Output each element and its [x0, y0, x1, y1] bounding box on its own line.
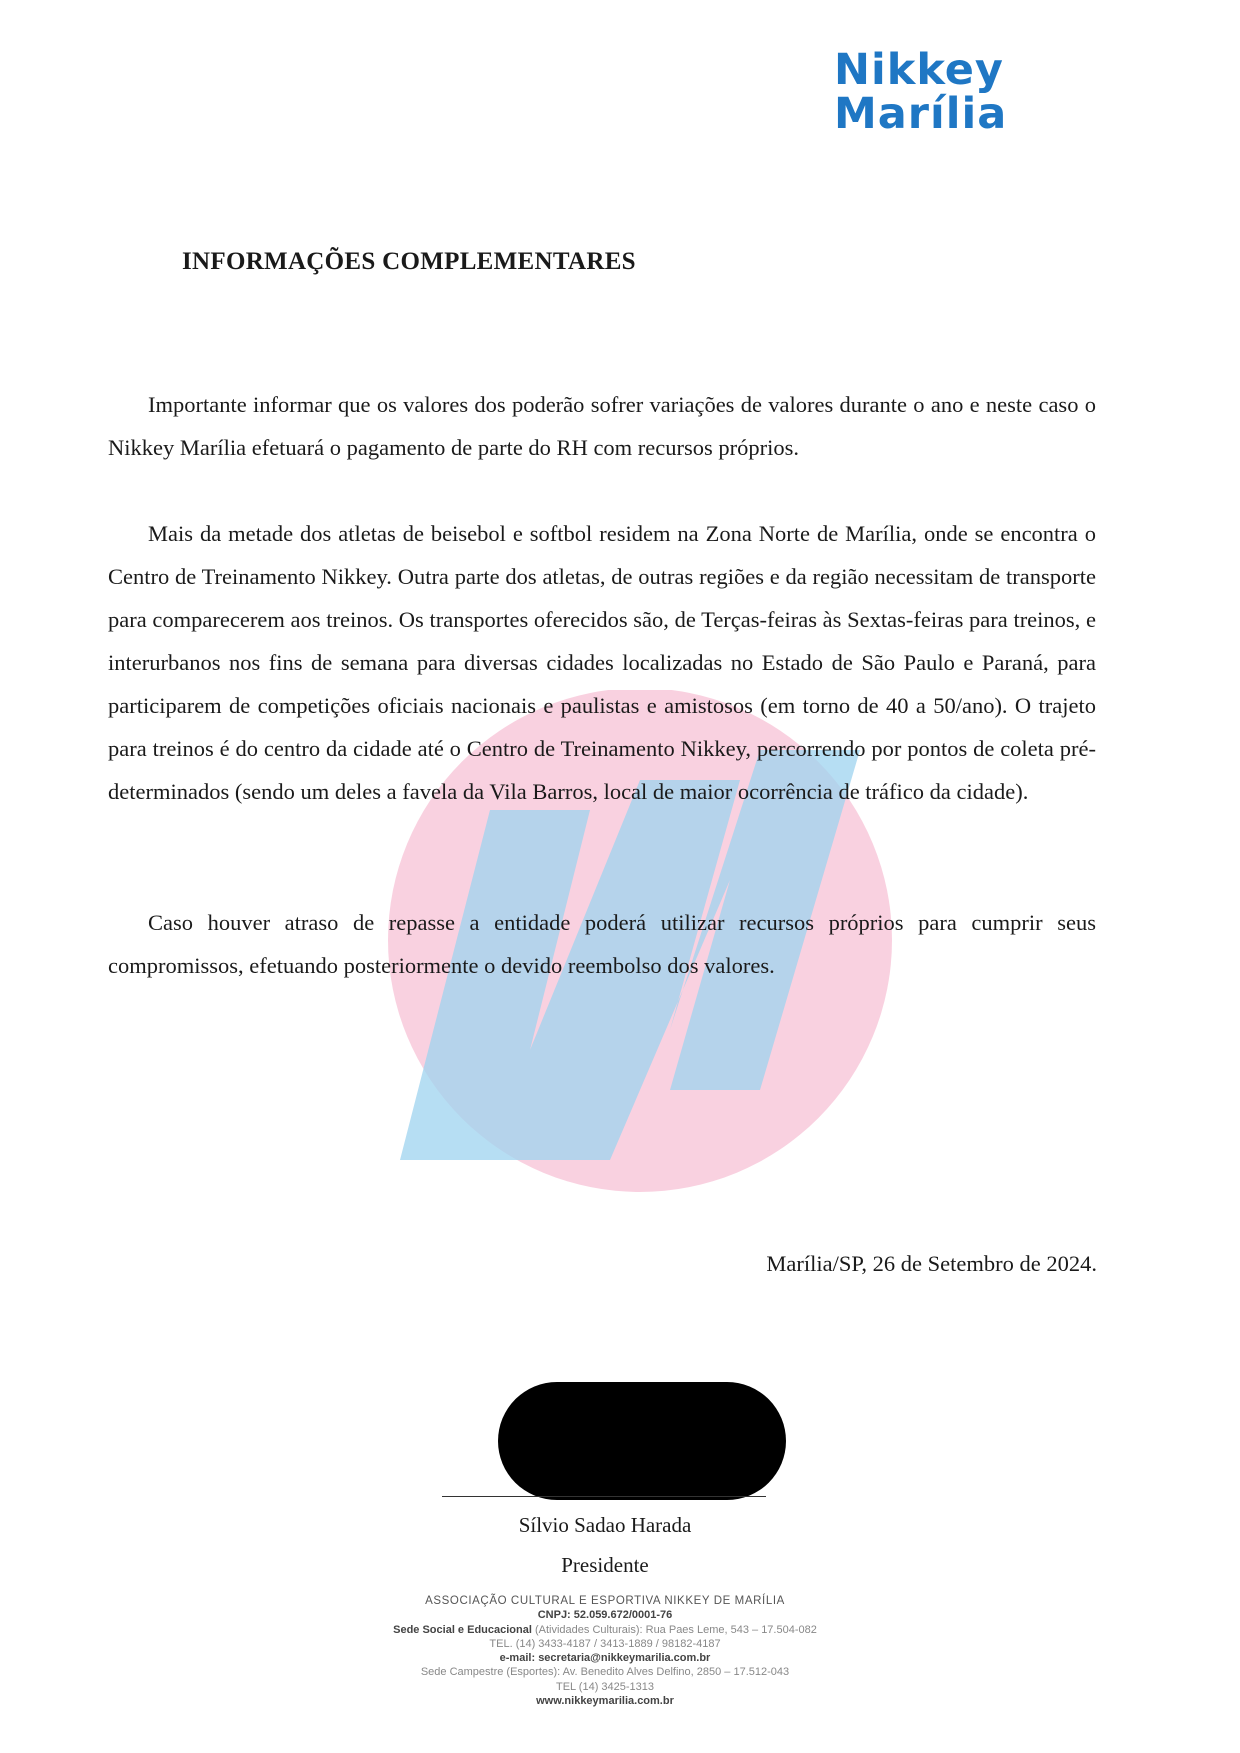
paragraph-2: Mais da metade dos atletas de beisebol e softbol residem na Zona Norte de Marília, onde se encontra o Centro de Treinamento Nikkey. Outra parte dos atletas, de outras regiões e da região necessitam de transporte para comparecerem aos treinos. Os transportes oferecidos são, de Terças-feiras às Sextas-feiras para treinos, e interurbanos nos fins de semana para diversas cidades localizadas no Estado de São Paulo e Paraná, para participarem de competições oficiais nacionais e paulistas e amistosos (em torno de 40 a 50/ano). O trajeto para treinos é do centro da cidade até o Centro de Treinamento Nikkey, percorrendo por pontos de coleta pré-determinados (sendo um deles a favela da Vila Barros, local de maior ocorrência de tráfico da cidade).	[108, 521, 1096, 804]
document-title: INFORMAÇÕES COMPLEMENTARES	[182, 248, 636, 275]
footer-email[interactable]: secretaria@nikkeymarilia.com.br	[538, 1652, 711, 1665]
footer-cnpj: CNPJ: 52.059.672/0001-76	[537, 1609, 673, 1622]
footer-tel-1: TEL. (14) 3433-4187 / 3413-1889 / 98182-4187	[489, 1637, 721, 1650]
logo-line-2: Marília	[834, 89, 1008, 139]
signature-line	[442, 1496, 766, 1497]
logo-line-1: Nikkey	[834, 45, 1004, 95]
footer-sede-campestre: Sede Campestre (Esportes): Av. Benedito Alves Delfino, 2850 – 17.512-043	[420, 1666, 790, 1679]
redacted-signature	[498, 1382, 786, 1500]
paragraph-3: Caso houver atraso de repasse a entidade poderá utilizar recursos próprios para cumprir seus compromissos, efetuando posteriormente o devido reembolso dos valores.	[108, 910, 1096, 978]
nikkey-marilia-logo	[834, 45, 1074, 139]
footer	[0, 1594, 1210, 1708]
signer-name: Sílvio Sadao Harada	[518, 1513, 692, 1537]
footer-org: ASSOCIAÇÃO CULTURAL E ESPORTIVA NIKKEY DE MARÍLIA	[425, 1595, 785, 1607]
footer-email-line	[0, 1651, 1210, 1665]
paragraph-1: Importante informar que os valores dos poderão sofrer variações de valores durante o ano e neste caso o Nikkey Marília efetuará o pagamento de parte do RH com recursos próprios.	[108, 392, 1096, 460]
footer-website[interactable]: www.nikkeymarilia.com.br	[536, 1695, 674, 1708]
footer-sede-social-label: Sede Social e Educacional	[393, 1623, 532, 1636]
signer-role: Presidente	[561, 1553, 649, 1577]
footer-tel-2: TEL (14) 3425-1313	[555, 1680, 655, 1693]
footer-sede-social	[0, 1623, 1210, 1637]
document-date: Marília/SP, 26 de Setembro de 2024.	[766, 1251, 1097, 1276]
footer-email-label: e-mail:	[499, 1652, 536, 1665]
footer-sede-social-detail: (Atividades Culturais): Rua Paes Leme, 543 – 17.504-082	[534, 1623, 817, 1636]
